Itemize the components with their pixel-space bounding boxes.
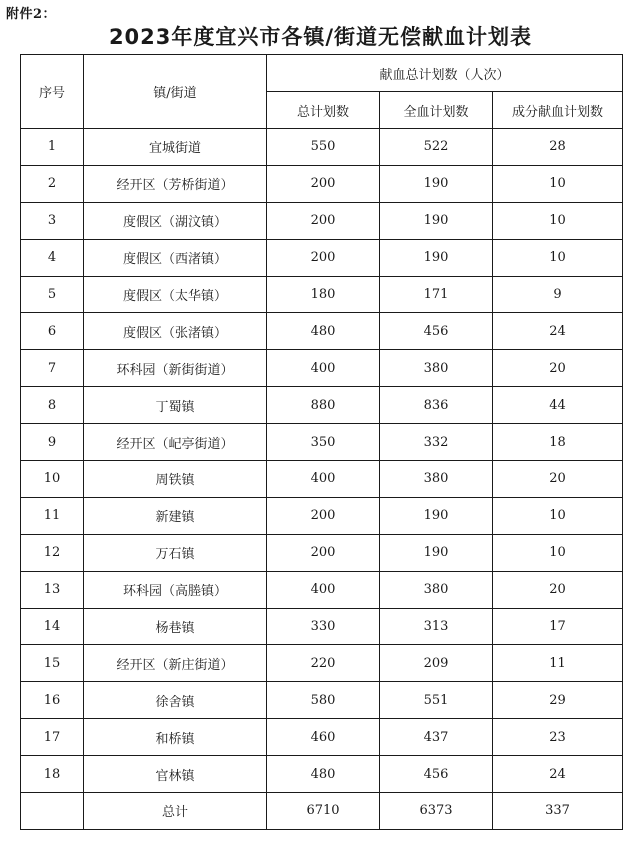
- cell-town: 丁蜀镇: [84, 387, 267, 424]
- table-row: [21, 756, 623, 793]
- cell-town: 环科园（高塍镇）: [84, 571, 267, 608]
- cell-component: 24: [493, 313, 623, 350]
- page-title: 2023年度宜兴市各镇/街道无偿献血计划表: [108, 25, 533, 49]
- table-row: [21, 534, 623, 571]
- cell-whole-blood: 190: [380, 534, 493, 571]
- cell-whole-blood: 456: [380, 313, 493, 350]
- cell-town: 经开区（屺亭街道）: [84, 424, 267, 461]
- header-total-group: 献血总计划数（人次）: [267, 55, 623, 92]
- totals-whole: 6373: [380, 793, 493, 830]
- cell-total: 460: [267, 719, 380, 756]
- cell-total: 580: [267, 682, 380, 719]
- cell-seq: 18: [21, 756, 84, 793]
- cell-component: 9: [493, 276, 623, 313]
- totals-row: [21, 793, 623, 830]
- cell-component: 20: [493, 350, 623, 387]
- cell-town: 环科园（新街街道）: [84, 350, 267, 387]
- cell-town: 度假区（张渚镇）: [84, 313, 267, 350]
- cell-total: 180: [267, 276, 380, 313]
- totals-seq: [21, 793, 84, 830]
- cell-town: 宜城街道: [84, 129, 267, 166]
- cell-town: 度假区（西渚镇）: [84, 239, 267, 276]
- cell-town: 周铁镇: [84, 461, 267, 498]
- cell-total: 480: [267, 313, 380, 350]
- cell-whole-blood: 190: [380, 165, 493, 202]
- cell-total: 350: [267, 424, 380, 461]
- table-row: [21, 571, 623, 608]
- cell-whole-blood: 437: [380, 719, 493, 756]
- header-total-plan: 总计划数: [267, 92, 380, 129]
- table-row: [21, 608, 623, 645]
- cell-whole-blood: 190: [380, 239, 493, 276]
- cell-total: 200: [267, 202, 380, 239]
- cell-town: 新建镇: [84, 497, 267, 534]
- cell-total: 200: [267, 534, 380, 571]
- header-component: 成分献血计划数: [493, 92, 623, 129]
- cell-seq: 17: [21, 719, 84, 756]
- cell-town: 和桥镇: [84, 719, 267, 756]
- cell-component: 20: [493, 571, 623, 608]
- cell-component: 23: [493, 719, 623, 756]
- cell-seq: 12: [21, 534, 84, 571]
- header-whole-blood: 全血计划数: [380, 92, 493, 129]
- cell-total: 200: [267, 239, 380, 276]
- cell-component: 18: [493, 424, 623, 461]
- cell-town: 杨巷镇: [84, 608, 267, 645]
- cell-seq: 3: [21, 202, 84, 239]
- cell-component: 11: [493, 645, 623, 682]
- table-row: [21, 645, 623, 682]
- blood-donation-plan-table: [20, 54, 623, 830]
- cell-total: 400: [267, 350, 380, 387]
- cell-whole-blood: 551: [380, 682, 493, 719]
- cell-component: 10: [493, 165, 623, 202]
- cell-seq: 6: [21, 313, 84, 350]
- cell-component: 24: [493, 756, 623, 793]
- table-row: [21, 239, 623, 276]
- cell-seq: 15: [21, 645, 84, 682]
- header-town: 镇/街道: [84, 55, 267, 129]
- cell-whole-blood: 171: [380, 276, 493, 313]
- cell-total: 330: [267, 608, 380, 645]
- cell-seq: 16: [21, 682, 84, 719]
- cell-component: 10: [493, 534, 623, 571]
- table-row: [21, 129, 623, 166]
- cell-town: 官林镇: [84, 756, 267, 793]
- cell-component: 29: [493, 682, 623, 719]
- cell-town: 度假区（湖汶镇）: [84, 202, 267, 239]
- cell-whole-blood: 456: [380, 756, 493, 793]
- cell-component: 28: [493, 129, 623, 166]
- cell-seq: 5: [21, 276, 84, 313]
- cell-component: 20: [493, 461, 623, 498]
- cell-seq: 13: [21, 571, 84, 608]
- cell-component: 17: [493, 608, 623, 645]
- cell-whole-blood: 380: [380, 350, 493, 387]
- cell-town: 度假区（太华镇）: [84, 276, 267, 313]
- table-row: [21, 461, 623, 498]
- totals-component: 337: [493, 793, 623, 830]
- table-row: [21, 313, 623, 350]
- table-row: [21, 276, 623, 313]
- cell-whole-blood: 209: [380, 645, 493, 682]
- table-body: [21, 129, 623, 793]
- cell-seq: 2: [21, 165, 84, 202]
- cell-seq: 9: [21, 424, 84, 461]
- attachment-label: 附件2：: [6, 7, 57, 22]
- table-row: [21, 165, 623, 202]
- cell-town: 经开区（新庄街道）: [84, 645, 267, 682]
- table-row: [21, 387, 623, 424]
- cell-whole-blood: 332: [380, 424, 493, 461]
- cell-whole-blood: 522: [380, 129, 493, 166]
- cell-seq: 14: [21, 608, 84, 645]
- cell-town: 经开区（芳桥街道）: [84, 165, 267, 202]
- cell-town: 万石镇: [84, 534, 267, 571]
- cell-seq: 1: [21, 129, 84, 166]
- table-row: [21, 202, 623, 239]
- cell-whole-blood: 313: [380, 608, 493, 645]
- cell-whole-blood: 190: [380, 202, 493, 239]
- cell-town: 徐舍镇: [84, 682, 267, 719]
- cell-whole-blood: 380: [380, 461, 493, 498]
- header-seq: 序号: [21, 55, 84, 129]
- cell-seq: 7: [21, 350, 84, 387]
- cell-total: 480: [267, 756, 380, 793]
- table-row: [21, 682, 623, 719]
- cell-total: 220: [267, 645, 380, 682]
- totals-label: 总计: [84, 793, 267, 830]
- cell-total: 880: [267, 387, 380, 424]
- cell-total: 200: [267, 165, 380, 202]
- cell-total: 200: [267, 497, 380, 534]
- cell-total: 550: [267, 129, 380, 166]
- table-row: [21, 424, 623, 461]
- cell-component: 10: [493, 239, 623, 276]
- cell-seq: 11: [21, 497, 84, 534]
- cell-seq: 8: [21, 387, 84, 424]
- totals-total: 6710: [267, 793, 380, 830]
- table-row: [21, 719, 623, 756]
- cell-total: 400: [267, 461, 380, 498]
- cell-total: 400: [267, 571, 380, 608]
- cell-component: 44: [493, 387, 623, 424]
- cell-whole-blood: 836: [380, 387, 493, 424]
- table-row: [21, 350, 623, 387]
- cell-component: 10: [493, 497, 623, 534]
- cell-seq: 4: [21, 239, 84, 276]
- cell-component: 10: [493, 202, 623, 239]
- cell-whole-blood: 190: [380, 497, 493, 534]
- cell-seq: 10: [21, 461, 84, 498]
- table-row: [21, 497, 623, 534]
- cell-whole-blood: 380: [380, 571, 493, 608]
